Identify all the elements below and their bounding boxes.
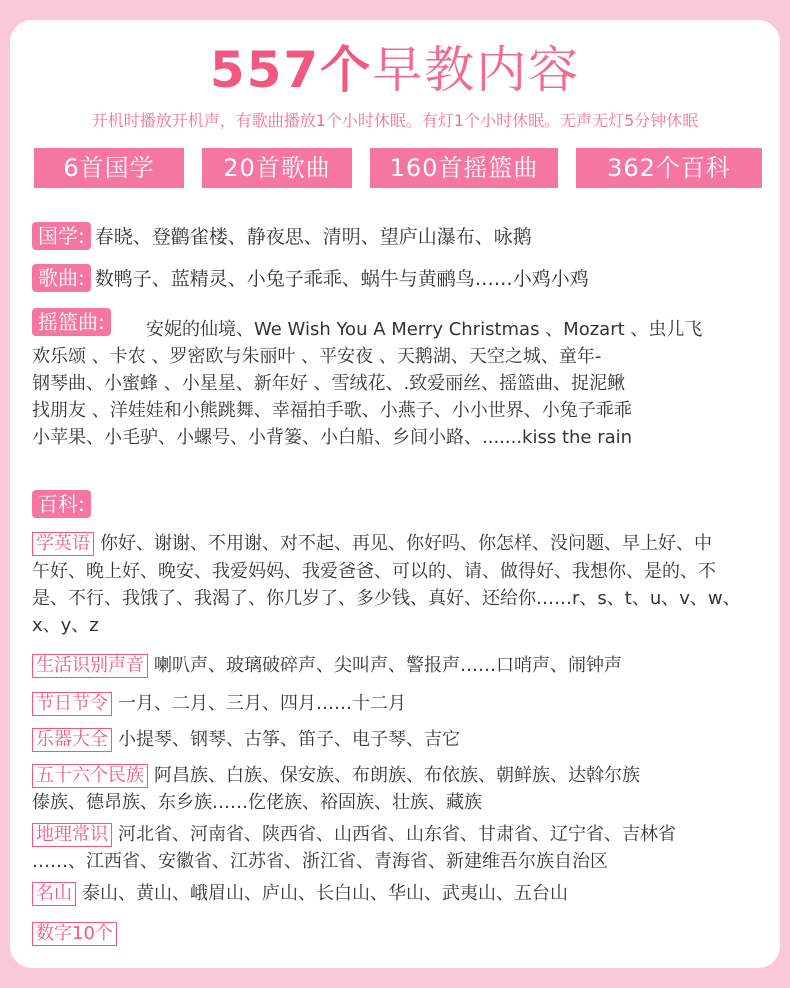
section-guoxue — [32, 222, 532, 250]
tag-guoxue: 国学: — [32, 222, 91, 250]
english-line-2: 午好、晚上好、晚安、我爱妈妈、我爱爸爸、可以的、请、做得好、我想你、是的、不 — [32, 561, 716, 582]
tag-lullaby-row — [32, 308, 115, 336]
ethnic-text-1: 阿昌族、白族、保安族、布朗族、布依族、朝鲜族、达斡尔族 — [154, 765, 640, 786]
tag-mountains: 名山 — [32, 882, 76, 906]
songs-content: 数鸭子、蓝精灵、小兔子乖乖、蜗牛与黄鹂鸟……小鸡小鸡 — [94, 268, 589, 290]
lullaby-line-3: 钢琴曲、小蜜蜂 、小星星、新年好 、雪绒花、.致爱丽丝、摇篮曲、捉泥鳅 — [32, 373, 626, 394]
ethnic-line-2: 傣族、德昂族、东乡族……仡佬族、裕固族、壮族、藏族 — [32, 792, 482, 813]
section-numbers — [32, 920, 123, 947]
section-instruments — [32, 726, 460, 753]
english-line-4: x、y、z — [32, 615, 99, 636]
guoxue-content: 春晓、登鹳雀楼、静夜思、清明、望庐山瀑布、咏鹅 — [94, 226, 532, 248]
instruments-content: 小提琴、钢琴、古筝、笛子、电子琴、吉它 — [118, 729, 460, 750]
tag-english: 学英语 — [32, 532, 94, 556]
tag-numbers: 数字10个 — [32, 922, 117, 946]
tag-instruments: 乐器大全 — [32, 728, 112, 752]
geography-text-1: 河北省、河南省、陕西省、山西省、山东省、甘肃省、辽宁省、吉林省 — [118, 824, 676, 845]
lullaby-line-1: 安妮的仙境、We Wish You A Merry Christmas 、Mozart 、虫儿飞 — [146, 319, 703, 340]
section-mountains — [32, 880, 568, 907]
lullaby-line-2: 欢乐颂 、卡农 、罗密欧与朱丽叶 、平安夜 、天鹅湖、天空之城、童年- — [32, 346, 602, 367]
geography-line-2: ……、江西省、安徽省、江苏省、浙江省、青海省、新建维吾尔族自治区 — [32, 851, 608, 872]
section-ethnic — [32, 762, 640, 789]
mountains-content: 泰山、黄山、峨眉山、庐山、长白山、华山、武夷山、五台山 — [82, 883, 568, 904]
title-light: 早教内容 — [372, 41, 581, 99]
lullaby-line-5: 小苹果、小毛驴、小螺号、小背篓、小白船、乡间小路、.......kiss the rain — [32, 427, 633, 448]
english-line-1 — [32, 530, 712, 557]
tag-baike: 百科: — [32, 490, 91, 518]
english-text-1: 你好、谢谢、不用谢、对不起、再见、你好吗、你怎样、没问题、早上好、中 — [100, 533, 712, 554]
section-geography — [32, 821, 676, 848]
page-subtitle: 开机时播放开机声，有歌曲播放1个小时休眠。有灯1个小时休眠。无声无灯5分钟休眠 — [91, 111, 699, 130]
tag-lullaby: 摇篮曲: — [32, 308, 111, 336]
stat-guoxue: 6首国学 — [34, 148, 184, 188]
tag-ethnic: 五十六个民族 — [32, 764, 148, 788]
stat-songs: 20首歌曲 — [202, 148, 352, 188]
section-songs — [32, 264, 589, 292]
section-sounds — [32, 652, 622, 679]
festivals-content: 一月、二月、三月、四月……十二月 — [118, 693, 406, 714]
tag-geography: 地理常识 — [32, 823, 112, 847]
english-line-3: 是、不行、我饿了、我渴了、你几岁了、多少钱、真好、还给你……r、s、t、u、v、w、 — [32, 588, 741, 609]
section-festivals — [32, 690, 406, 717]
title-bold: 557个 — [209, 41, 373, 99]
stat-lullabies: 160首摇篮曲 — [370, 148, 558, 188]
tag-festivals: 节日节令 — [32, 692, 112, 716]
stat-encyclopedia: 362个百科 — [576, 148, 762, 188]
sounds-content: 喇叭声、玻璃破碎声、尖叫声、警报声……口哨声、闹钟声 — [154, 655, 622, 676]
tag-songs: 歌曲: — [32, 264, 91, 292]
lullaby-line-4: 找朋友 、洋娃娃和小熊跳舞、幸福拍手歌、小燕子、小小世界、小兔子乖乖 — [32, 400, 632, 421]
page-title — [0, 40, 790, 100]
tag-sounds: 生活识别声音 — [32, 654, 148, 678]
section-baike — [32, 490, 95, 518]
